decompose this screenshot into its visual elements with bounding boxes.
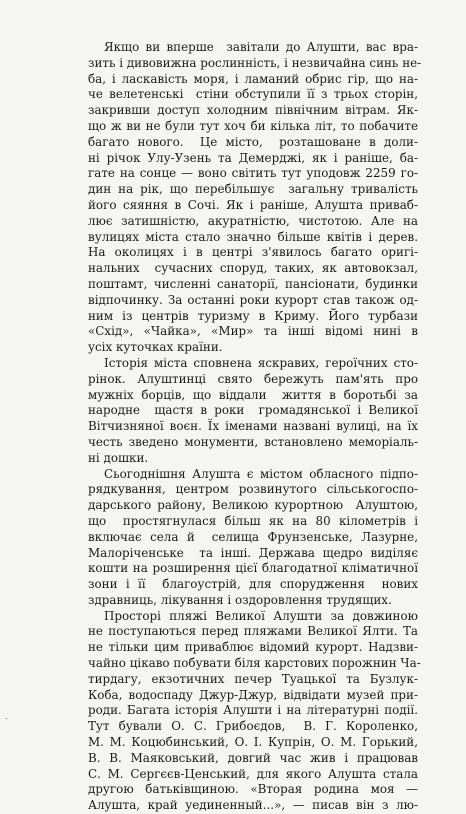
text-line: Історія міста сповнена яскравих, героїчних сто- bbox=[104, 355, 418, 370]
text-line: лює затишністю, акуратністю, чистотою. Але на bbox=[88, 213, 418, 228]
text-line: зони і її благоустрій, для спорудження нових bbox=[88, 577, 418, 592]
text-line: що ж ви не були тут хоч би кілька літ, то побачите bbox=[88, 118, 418, 133]
text-line: ба, і ласкавість моря, і ламаний обрис гір, що на- bbox=[88, 71, 418, 86]
text-line: дарського району, Великою курортною Алуштою, bbox=[88, 498, 418, 513]
text-line: його сяяння в Сочі. Як і раніше, Алушта приваб- bbox=[88, 197, 418, 212]
text-line: честь зведено монументи, встановлено меморіаль- bbox=[88, 434, 418, 449]
text-line: На околицях і в центрі з'явилось багато оригі- bbox=[88, 245, 418, 260]
text-line: здравниць, лікування і оздоровлення трудящих. bbox=[88, 592, 392, 607]
text-line: ні річок Улу-Узень та Демерджі, як і раніше, ба- bbox=[88, 150, 418, 165]
text-line: М. М. Коцюбинський, О. І. Купрін, О. М. Горький, bbox=[88, 735, 418, 750]
text-line: Вітчизняної воєн. Їх іменами названі вулиці, на їх bbox=[88, 419, 418, 434]
text-line: Сьогоднішня Алушта є містом обласного підпо- bbox=[104, 466, 418, 481]
text-line: зить і дивовижна рослинність, і незвичайна синь не- bbox=[88, 55, 422, 70]
text-line: Алушта, край уединенный...», — писав він з лю- bbox=[88, 798, 418, 813]
text-line: другою батьківщиною. «Вторая родина моя — bbox=[88, 782, 418, 797]
text-line: «Схід», «Чайка», «Мир» та інші відомі нині в bbox=[88, 324, 418, 339]
text-line: не тільки цим приваблює відомий курорт. Надзви- bbox=[88, 640, 418, 655]
text-line: ні дошки. bbox=[88, 450, 149, 465]
text-line: че велетенські стіни обступили її з трьох сторін, bbox=[88, 87, 418, 102]
text-line: В. В. Маяковський, довгий час жив і працював bbox=[88, 750, 418, 765]
text-line: включає села й селища Фрунзенське, Лазурне, bbox=[88, 529, 418, 544]
text-line: чайно цікаво побувати біля карстових порожнин Ча- bbox=[88, 656, 421, 671]
text-line: усіх куточках країни. bbox=[88, 340, 223, 355]
text-line: С. М. Сергєєв-Ценський, для якого Алушта стала bbox=[88, 766, 418, 781]
text-line: нальних сучасних споруд, таких, як автовокзал, bbox=[88, 261, 418, 276]
text-line: що простягнулася більш як на 80 кілометрів і bbox=[88, 513, 418, 528]
text-line: рядкування, центром розвинутого сільськогоспо- bbox=[88, 482, 418, 497]
text-line: гате на сонце — воно світить тут уподовж 2259 го- bbox=[88, 166, 418, 181]
text-line: відпочинку. За останні роки курорт став також од- bbox=[88, 292, 418, 307]
text-line: Коба, водоспаду Джур-Джур, відвідати музей при- bbox=[88, 687, 418, 702]
text-line: тирдагу, екзотичних печер Туацької та Бузлук- bbox=[88, 671, 418, 686]
text-line: не поступаються перед пляжами Великої Ялти. Та bbox=[88, 624, 418, 639]
text-line: кошти на розширення цієї благодатної кліматичної bbox=[88, 561, 418, 576]
text-line: Просторі пляжі Великої Алушти за довжиною bbox=[104, 608, 418, 623]
text-line: Тут бували О. С. Грибоєдов, В. Г. Короленко, bbox=[88, 719, 418, 734]
text-line: дин на рік, що перебільшує загальну тривалість bbox=[88, 182, 418, 197]
text-line: рінок. Алуштинці свято бережуть пам'ять про bbox=[88, 371, 418, 386]
text-line: Якщо ви вперше завітали до Алушти, вас вра- bbox=[104, 40, 418, 54]
text-line: закривши доступ холодним північним вітрам. Як- bbox=[88, 103, 418, 118]
text-line: поштамт, численні санаторії, пансіонати, будинки bbox=[88, 276, 418, 291]
text-line: роди. Багата історія Алушти і на літературні події. bbox=[88, 703, 418, 718]
text-line: багато нового. Це місто, розташоване в доли- bbox=[88, 134, 418, 149]
text-line: мужніх борців, що віддали життя в боротьбі за bbox=[88, 387, 418, 402]
text-line: ним із центрів туризму в Криму. Його турбази bbox=[88, 308, 418, 323]
text-line: Малоріченське та інші. Держава щедро виділяє bbox=[88, 545, 418, 560]
text-line: народне щастя в роки громадянської і Великої bbox=[88, 403, 418, 418]
corner-mark: · bbox=[2, 715, 13, 723]
text-line: вулицях міста стало значно більше квітів і дерев. bbox=[88, 229, 418, 244]
body-text bbox=[88, 40, 422, 814]
